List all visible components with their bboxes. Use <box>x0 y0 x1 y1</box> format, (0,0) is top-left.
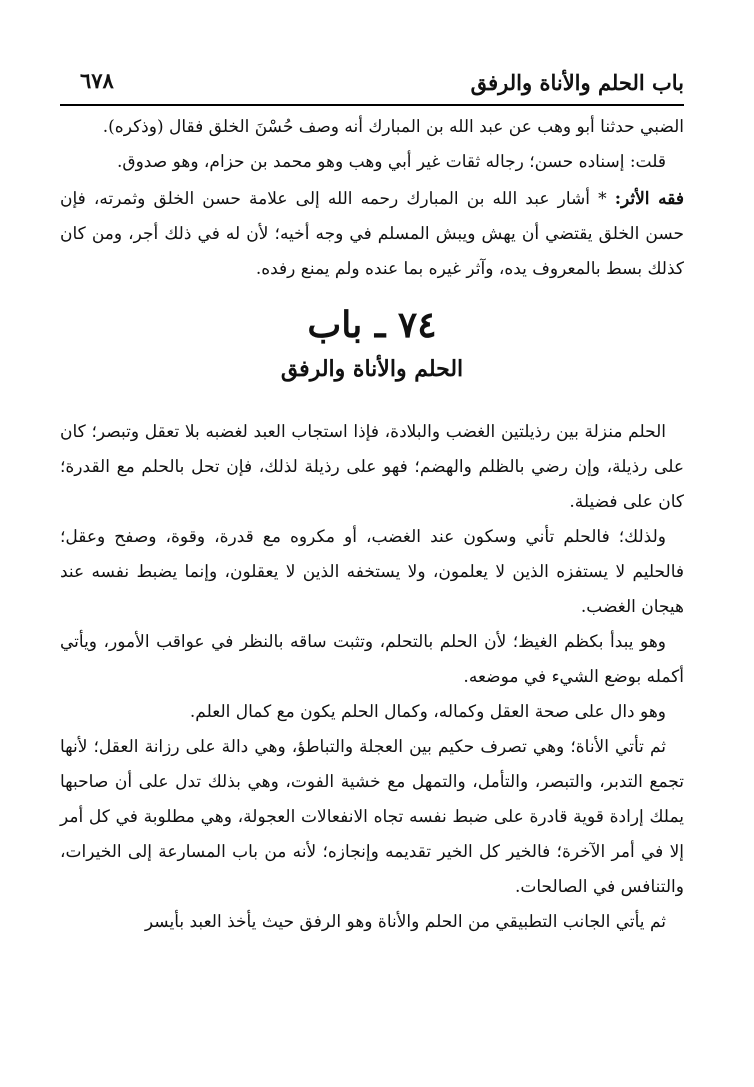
body-paragraph: ولذلك؛ فالحلم تأني وسكون عند الغضب، أو مكروه مع قدرة، وقوة، وصفح وعقل؛ فالحليم لا يستفزه الذين لا يعلمون، ولا يستخفه الذين لا يعقلون، وإنما يضبط نفسه عند هيجان الغضب. <box>60 527 684 617</box>
page-number: ٦٧٨ <box>80 68 114 93</box>
chapter-number: ٧٤ ـ باب <box>307 304 437 346</box>
body-paragraph: الحلم منزلة بين رذيلتين الغضب والبلادة، فإذا استجاب العبد لغضبه بلا تعقل وتبصر؛ كان على رذيلة، وإن رضي بالظلم والهضم؛ فهو على رذيلة لذلك، فإن تحل بالحلم مع القدرة؛ كان على فضيلة. <box>60 422 684 512</box>
body-paragraph: وهو يبدأ بكظم الغيظ؛ لأن الحلم بالتحلم، وتثبت ساقه بالنظر في عواقب الأمور، ويأتي أكمله بوضع الشيء في موضعه. <box>60 632 684 687</box>
fiqh-paragraph <box>60 182 684 287</box>
chapter-title: الحلم والأناة والرفق <box>280 356 464 382</box>
isnad-paragraph: قلت: إسناده حسن؛ رجاله ثقات غير أبي وهب وهو محمد بن حزام، وهو صدوق. <box>117 152 666 172</box>
body-paragraph: وهو دال على صحة العقل وكماله، وكمال الحلم يكون مع كمال العلم. <box>189 702 666 722</box>
running-header <box>60 60 684 104</box>
body-paragraph: ثم يأتي الجانب التطبيقي من الحلم والأناة وهو الرفق حيث يأخذ العبد بأيسر <box>144 912 666 932</box>
body-paragraph: ثم تأتي الأناة؛ وهي تصرف حكيم بين العجلة والتباطؤ، وهي دالة على رزانة العقل؛ لأنها تجمع التدبر، والتبصر، والتأمل، والتمهل مع خشية الفوت، وهي بذلك تدل على أن صاحبها يملك إرادة قوية قادرة على ضبط نفسه تجاه الانفعالات العجولة، وهي مطلوبة في كل أمر إلا في أمر الآخرة؛ فالخير كل الخير تقديمه وإنجازه؛ لأنه من باب المسارعة إلى الخيرات، والتنافس في الصالحات. <box>60 737 685 897</box>
fiqh-text: * أشار عبد الله بن المبارك رحمه الله إلى علامة حسن الخلق وثمرته، فإن حسن الخلق يقتضي أن يهش ويبش المسلم في وجه أخيه؛ لأن له في ذلك أجر، ومن كان كذلك بسط بالمعروف يده، وآثر غيره بما عنده ولم يمنع رفده. <box>60 189 684 279</box>
header-rule <box>60 104 684 106</box>
book-page <box>60 60 684 1067</box>
fiqh-label: فقه الأثر: <box>614 189 684 209</box>
header-title: باب الحلم والأناة والرفق <box>470 70 684 95</box>
narration-paragraph: الضبي حدثنا أبو وهب عن عبد الله بن المبارك أنه وصف حُسْنَ الخلق فقال (وذكره). <box>102 117 684 137</box>
